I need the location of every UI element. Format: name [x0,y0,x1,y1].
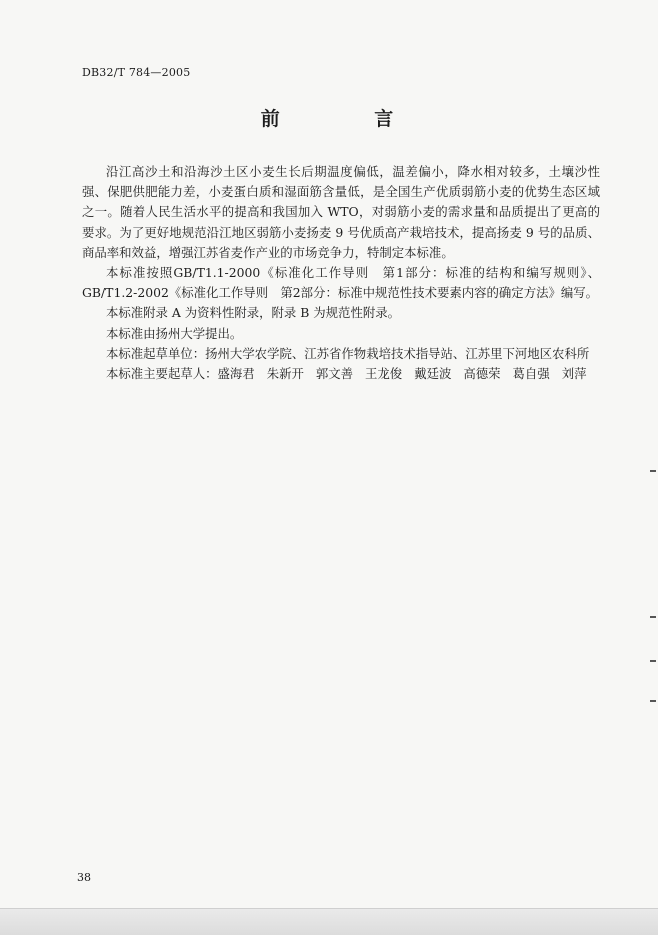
scan-bottom-edge [0,908,658,935]
foreword-body [82,162,600,384]
scan-mark [650,660,656,662]
scan-mark [650,616,656,618]
drafter-name: 盛海君 [217,366,255,382]
paragraph-drafting-rules: 本标准按照GB/T1.1-2000《标准化工作导则 第1部分：标准的结构和编写规则》、GB/T1.2-2002《标准化工作导则 第2部分：标准中规范性技术要素内容的确定方法》编写。 [82,265,600,301]
drafters-label: 本标准主要起草人： [106,366,218,382]
page-title: 前 言 [260,108,438,130]
scan-mark [650,700,656,702]
drafter-name: 郭文善 [315,366,354,382]
drafter-name: 葛自强 [512,366,550,382]
paragraph-proposer: 本标准由扬州大学提出。 [106,325,243,341]
page-number: 38 [77,871,91,884]
drafter-name: 戴廷波 [414,366,452,382]
paragraph-drafters [82,364,600,384]
standard-code: DB32/T 784—2005 [82,66,191,79]
drafter-name: 朱新开 [266,366,304,382]
drafter-name: 刘萍 [561,366,587,382]
drafter-name: 高德荣 [463,366,501,382]
scan-mark [650,470,656,472]
paragraph-drafting-units: 本标准起草单位：扬州大学农学院、江苏省作物栽培技术指导站、江苏里下河地区农科所 [106,345,590,361]
paragraph-appendix: 本标准附录 A 为资料性附录，附录 B 为规范性附录。 [106,305,401,321]
paragraph-background: 沿江高沙土和沿海沙土区小麦生长后期温度偏低，温差偏小，降水相对较多，土壤沙性强、保肥供肥能力差，小麦蛋白质和湿面筋含量低，是全国生产优质弱筋小麦的优势生态区域之一。随着人民生活水平的提高和我国加入 WTO，对弱筋小麦的需求量和品质提出了更高的要求。为了更好地规范沿江地区弱筋小麦扬麦 9 号优质高产栽培技术，提高扬麦 9 号的品质、商品率和效益，增强江苏省麦作产业的市场竞争力，特制定本标准。 [82,164,600,260]
drafter-name: 王龙俊 [365,366,403,382]
